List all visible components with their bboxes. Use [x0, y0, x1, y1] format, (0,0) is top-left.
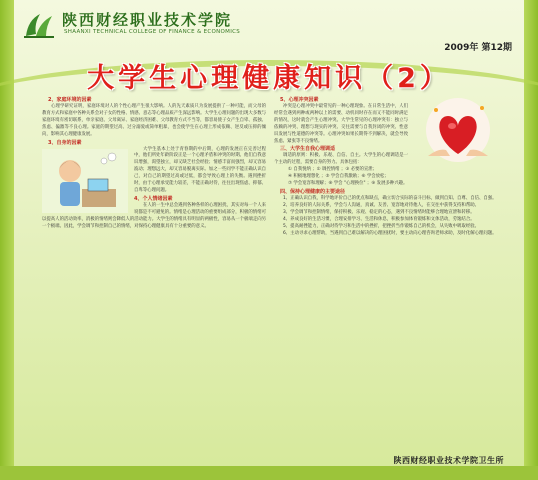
bottom-decorative-band: [0, 466, 538, 480]
method-item: 2、培养良好的人际关系，学会与人沟通，真诚、友善、宽容地对待他人，在交往中获得支持和帮助。: [283, 202, 479, 208]
student-thinking-illustration: [42, 149, 128, 213]
method-item: 3、学会调节和控制情绪，保持积极、乐观、稳定的心态，遇到不良情绪时能够合理地宣泄和转移。: [283, 209, 475, 215]
left-column: [42, 96, 266, 456]
section-heading-emotion: 4、个人情绪因素: [134, 195, 173, 202]
college-name-cn: 陕西财经职业技术学院: [62, 11, 233, 29]
section-body-self-adjust: 调适的原则：积极、乐观、自信、自主。大学生的心理调适是一个主动的过程，需要自身的努力。具体包括：: [274, 153, 408, 166]
section-heading-methods: 四、保持心理健康的主要途径: [280, 188, 346, 195]
adjust-list-row: ① 自我悦纳 ；② 调控情绪 ；③ 必要的宣泄；: [288, 167, 378, 173]
page-title: 大学生心理健康知识（2）: [87, 63, 451, 94]
section-body-family: 心理学研究证明，家庭环境对人的个性心理产生很大影响。人的先天素质只为发展提供了一种可能，而父母的教育方式和家庭中各种关系会对子女的性格、情感、意志等心理品质产生深远影响。大学生心理问题的出现大多数与家庭环境有密切联系，单亲家庭、父母离异、家庭经济困难、父母教育方式不当等，都容易使子女产生自卑、孤独、焦虑、偏激等不良心理。家庭的期望过高、过分溺爱或简单粗暴，也会使学生在心理上形成依赖、逆反或压抑的倾向，影响其心理健康发展。: [42, 104, 266, 137]
footer-publisher: 陕西财经职业技术学院卫生所: [393, 456, 504, 465]
title-area: [0, 52, 538, 94]
section-heading-conflict: 5、心理冲突因素: [280, 97, 319, 103]
section-body-conflict: 冲突是心理冲突中最常见的一种心理现象。在日常生活中，人们经常会遇到两种或两种以上的需要、动机同时存在而又不能同时满足的情况，这时就会产生心理冲突。大学生常见的心理冲突有：独立与依赖的冲突、理想与现实的冲突、交往需要与自我封闭的冲突、性意识发展与性道德的冲突等。心理冲突如果长期得不到解决，就会导致焦虑、紧张等不良情绪。: [274, 104, 408, 144]
college-logo-icon: [22, 10, 56, 40]
section-body-emotion: 在人的一生中总会遇到各种各样的心理困扰，其实对每一个人来说都是不可避免的。情绪是心理活动的重要组成部分，积极的情绪可以提高人的活动效率，消极的情绪则会降低人的活动能力。大学生的情绪具有明显的两极性，容易从一个极端走向另一个极端。因此，学会调节和控制自己的情绪，对保持心理健康具有十分重要的意义。: [42, 202, 266, 229]
right-column: [274, 96, 502, 456]
poster-header: [14, 0, 524, 53]
section-heading-family: 2、家庭环境的因素: [48, 97, 92, 103]
method-item: 5、提高耐挫能力，正确对待学习和生活中的挫折，把挫折当作锻炼自己的机会，从失败中吸取经验。: [283, 223, 479, 229]
adjust-list-row: ⑦ 学会宽容和理解；⑧ 学会 "心理换位" ；⑨ 发展多种兴趣。: [288, 181, 408, 187]
section-heading-self: 3、自身的因素: [48, 139, 82, 146]
method-item: 4、养成良好的生活习惯，合理安排学习、生活和休息，积极参加体育锻炼和文体活动，劳逸结合。: [283, 216, 475, 222]
section-body-self: 大学生基本上处于青春期的中后期，心理的发展正在完善过程中，他们所处年龄阶段正是一个心理矛盾和冲突的时期。他们自我意识增强，渴望独立，却又缺乏社会经验；情感丰富而强烈，却又容易波动；理想远大，却又容易脱离实际。加之一些同学不能正确认识自己，对自己的期望过高或过低，都会导致心理上的失衡。遇到挫折时，由于心理承受能力较差，不能正确对待，往往出现焦虑、抑郁、自卑等心理问题。: [134, 146, 266, 193]
method-item: 6、主动寻求心理帮助，当遇到自己难以解决的心理困扰时，要主动向心理咨询老师求助，及时化解心理问题。: [283, 230, 497, 236]
college-name-en: SHAANXI TECHNICAL COLLEGE OF FINANCE & ECONOMICS: [64, 29, 241, 35]
issue-number: 2009年 第12期: [444, 43, 512, 53]
adjust-list-row: ④ 积极地理想化 ；⑤ 学会自我激励；⑥ 学会放松；: [288, 174, 389, 180]
heart-holding-illustration: [414, 96, 502, 172]
section-heading-self-adjust: 三、大学生自我心理调适: [280, 146, 336, 153]
method-item: 1、正确认识自我，科学地评价自己的优点和缺点，确立切合实际的奋斗目标，做到自知、自尊、自信、自强。: [283, 195, 497, 201]
